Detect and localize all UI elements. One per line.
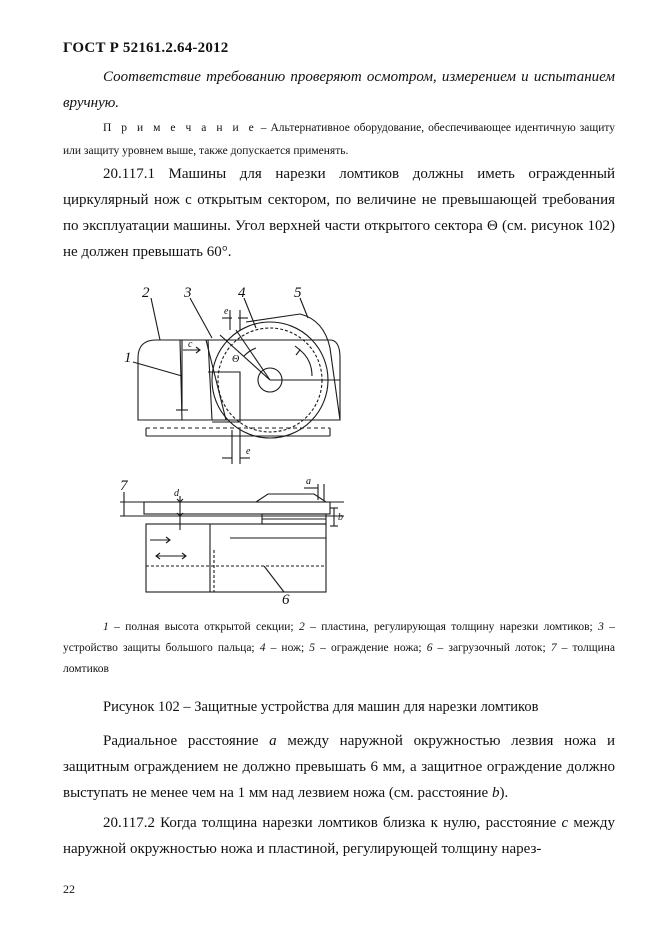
legend-num-6: 6 xyxy=(426,642,433,654)
fig-dim-e-bottom: e xyxy=(246,446,251,457)
legend-text-1: – полная высота открытой секции; xyxy=(108,621,299,633)
legend-text-3: – устройство защиты большого пальца; xyxy=(63,621,615,654)
fig-label-1: 1 xyxy=(124,350,132,366)
fig-label-2: 2 xyxy=(142,285,150,301)
page-number: 22 xyxy=(63,882,75,896)
fig-dim-theta: Θ xyxy=(232,354,240,365)
fig-label-5: 5 xyxy=(294,285,302,301)
note-text: – Альтернативное оборудование, обеспечивающее идентичную защиту или защиту уровнем выше, также допускается применять. xyxy=(63,122,615,157)
legend-text-2: – пластина, регулирующая толщину нарезки ломтиков; xyxy=(304,621,599,633)
clause-20-117-2 xyxy=(63,810,615,862)
legend-num-1: 1 xyxy=(103,621,109,633)
clause-2-var-c: c xyxy=(561,815,569,831)
legend-text-5: – ограждение ножа; xyxy=(315,642,427,654)
compliance-text: Соответствие требованию проверяют осмотром, измерением и испытанием вручную. xyxy=(63,69,615,111)
fig-label-7: 7 xyxy=(120,478,128,494)
legend-num-2: 2 xyxy=(298,621,305,633)
fig-dim-a: a xyxy=(306,476,311,487)
legend-num-4: 4 xyxy=(259,642,266,654)
legend-text-4: – нож; xyxy=(265,642,310,654)
legend-num-3: 3 xyxy=(598,621,604,633)
legend-text-6: – загрузочный лоток; xyxy=(432,642,551,654)
note-label: П р и м е ч а н и е xyxy=(103,122,257,134)
radial-distance-paragraph xyxy=(63,728,615,806)
fig-dim-d: d xyxy=(174,488,179,499)
figure-title: Рисунок 102 – Защитные устройства для машин для нарезки ломтиков xyxy=(103,699,539,715)
legend-num-5: 5 xyxy=(309,642,316,654)
radial-text-2: между наружной окружностью лезвия ножа и защитным ограждением не должно превышать 6 мм, а защитное ограждение должно выступать не менее чем на 1 мм над лезвием ножа (см. расстояние xyxy=(63,733,615,801)
legend-text-7: – толщина ломтиков xyxy=(63,642,615,675)
fig-label-3: 3 xyxy=(184,285,192,301)
fig-dim-b: b xyxy=(338,512,343,523)
fig-label-6: 6 xyxy=(282,592,290,608)
figure-legend xyxy=(63,617,615,680)
clause-20-117-1: 20.117.1 Машины для нарезки ломтиков должны иметь огражденный циркулярный нож с открытым сектором, по величине не превышающей требования по эксплуатации машины. Угол верхней части открытого сектора Θ (см. рисунок 102) не должен превышать 60°. xyxy=(63,166,615,260)
clause-2-text-1: 20.117.2 Когда толщина нарезки ломтиков близка к нулю, расстояние xyxy=(103,815,562,831)
radial-var-b: b xyxy=(491,785,500,801)
fig-dim-e-top: e xyxy=(224,306,229,317)
radial-text-3: ). xyxy=(499,785,509,801)
fig-label-4: 4 xyxy=(238,285,246,301)
document-id: ГОСТ Р 52161.2.64-2012 xyxy=(63,40,229,56)
legend-num-7: 7 xyxy=(550,642,557,654)
fig-dim-c: c xyxy=(188,339,193,350)
radial-var-a: a xyxy=(269,733,277,749)
clause-2-text-2: между наружной окружностью ножа и пластиной, регулирующей толщину нарез- xyxy=(63,815,615,857)
radial-text-1: Радиальное расстояние xyxy=(103,733,270,749)
